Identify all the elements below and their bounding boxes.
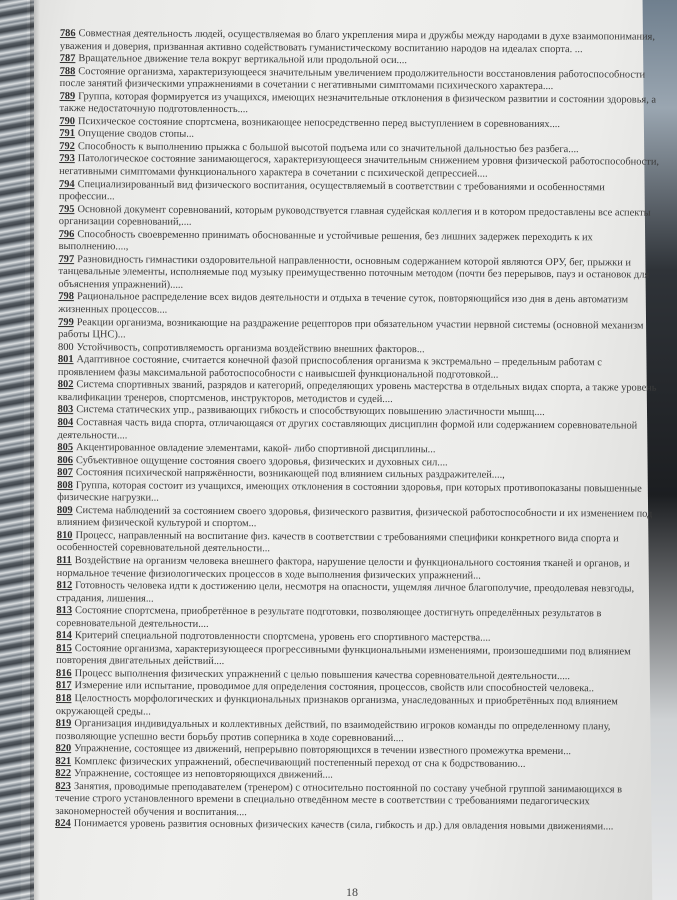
entry-text: Занятия, проводимые преподавателем (тренером) с относительно постоянной по составу учебной группой занимающихся в течение строго установленного времени в специально отведённом месте в соответствии с требованиями педагогических закономерностей обучения и воспитания.... <box>55 780 623 819</box>
entry-text: Система статических упр., развивающих гибкость и способствующих повышению эластичности мышц.... <box>76 404 545 419</box>
entry-text: Акцентированное овладение элементами, какой- либо спортивной дисциплины... <box>75 442 436 456</box>
entry-number: 800 <box>58 341 74 353</box>
entry-text: Состояние спортсмена, приобретённое в результате подготовки, позволяющее достигнуть определённых результатов в соревновательной деятельности.... <box>56 605 602 630</box>
definition-entry <box>59 229 659 258</box>
entry-number: 799 <box>58 316 74 328</box>
entry-text: Основной документ соревнований, которым руководствуется главная судейская коллегия и в котором предоставлены все аспекты организации соревнований,.... <box>58 203 651 229</box>
entry-number: 815 <box>56 642 72 654</box>
definition-entry <box>58 317 658 346</box>
entry-number: 816 <box>56 667 72 679</box>
entry-text: Устойчивость, сопротивляемость организма воздействию внешних факторов... <box>76 341 425 355</box>
entry-number: 806 <box>57 454 73 466</box>
entry-number: 793 <box>59 153 75 165</box>
definition-entry <box>57 530 657 559</box>
binding-shadow <box>30 0 40 900</box>
definition-entry <box>59 153 659 182</box>
entry-number: 796 <box>58 228 75 240</box>
entry-number: 791 <box>59 128 75 140</box>
entry-text: Рациональное распределение всех видов деятельности и отдыха в течение суток, повторяющийся изо дня в день автоматизм жизненных процессов.... <box>58 291 629 316</box>
definition-entry <box>57 505 657 534</box>
entry-number: 817 <box>55 680 72 692</box>
entry-text: Психическое состояние спортсмена, возникающее непосредственно перед выступлением в соревнованиях.... <box>77 115 561 130</box>
definition-entry <box>57 417 657 446</box>
definition-entry <box>58 354 658 383</box>
entry-text: Понимается уровень развития основных физических качеств (сила, гибкость и др.) для овладения новыми движениями.... <box>73 818 614 833</box>
definition-entry <box>56 718 656 747</box>
entry-number: 792 <box>59 140 75 153</box>
entry-number: 821 <box>55 755 72 767</box>
entry-number: 822 <box>55 768 72 780</box>
entry-number: 804 <box>57 416 74 429</box>
entry-text: Реакции организма, возникающие на раздражение рецепторов при обязательном участии нервной системы (основной механизм работы ЦНС)... <box>58 316 644 341</box>
entry-number: 795 <box>58 203 75 215</box>
entry-text: Субъективное ощущение состояния своего здоровья, физических и духовных сил.... <box>75 454 448 468</box>
definition-entry <box>57 480 657 509</box>
entry-text: Система спортивных званий, разрядов и категорий, определяющих уровень мастерства в отдельных видах спорта, а также уровень квалификации тренеров, спортсменов, инструкторов, методистов и судей.... <box>57 379 657 405</box>
definition-entry <box>59 91 659 120</box>
entry-text: Способность к выполнению прыжка с большой высотой подъема или со значительной дальностью без разбега.... <box>77 141 579 156</box>
entry-text: Состояние организма, характеризующееся значительным увеличением продолжительности восстановления работоспособности после занятий физическими упражнениями в сочетании с негативными симптомами психического характера.... <box>59 65 646 93</box>
entry-text: Состояние организма, характеризующееся прогрессивными функциональными изменениями, произошедшими под влиянием повторения двигательных действий.... <box>56 642 631 668</box>
entry-text: Специализированный вид физического воспитания, осуществляемый в соответствии с требованиями и особенностями профессии... <box>58 178 605 203</box>
entry-number: 788 <box>59 65 76 77</box>
entry-text: Измерение или испытание, проводимое для определения состояния, процессов, свойств или способностей человека.. <box>74 680 594 695</box>
entry-number: 820 <box>55 743 72 755</box>
entry-text: Процесс, направленный на воспитание физ. качеств в соответствии с требованиями специфики конкретного вида спорта и особенностей соревновательной деятельности... <box>56 529 619 555</box>
entry-text: Способность своевременно принимать обоснованные и устойчивые решения, без лишних задержек переходить к их выполнению...., <box>58 228 593 253</box>
definition-entry <box>56 605 656 634</box>
entry-text: Вращательное движение тела вокруг вертикальной или продольной оси.... <box>78 53 407 67</box>
definition-entry <box>57 555 657 584</box>
entry-number: 789 <box>59 90 76 102</box>
entry-text: Воздействие на организм человека внешнего фактора, нарушение целости и функционального состояния тканей и органов, и нормальное течение физиологических процессов в ходе выполнения физических упражнений... <box>56 555 630 582</box>
entry-text: Патологическое состояние занимающегося, характеризующееся значительным снижением уровня физической работоспособности, негативными симптомами функционального характера в сочетании с психической депрессией.... <box>59 153 660 180</box>
entry-number: 798 <box>58 291 74 303</box>
definition-entry <box>56 693 656 722</box>
entry-text: Совместная деятельность людей, осуществляемая во благо укрепления мира и дружбы между народами в духе взаимопонимания, уважения и доверия, призванная активно содействовать гуманистическому воспитанию народов на идеалах спорта. ... <box>59 28 655 55</box>
definition-entry <box>59 204 659 233</box>
entry-number: 801 <box>57 354 74 366</box>
definition-entry <box>60 66 660 95</box>
entry-number: 794 <box>59 178 75 190</box>
entry-number: 786 <box>59 28 76 40</box>
entry-number: 823 <box>55 780 71 792</box>
entry-number: 803 <box>57 404 74 416</box>
definition-entry <box>59 179 659 208</box>
entry-text: Адаптивное состояние, считается конечной фазой приспособления организма к экстремально – предельным работам с проявлением фазы максимальной работоспособности с наивысшей функциональной подготовкой... <box>57 354 602 381</box>
entry-text: Критерий специальной подготовленности спортсмена, уровень его спортивного мастерства.... <box>74 630 491 644</box>
definition-entry <box>60 28 660 57</box>
entry-number: 819 <box>55 718 72 730</box>
entry-number: 802 <box>57 379 74 391</box>
page-number: 18 <box>346 885 358 899</box>
entry-text: Упражнение, состоящее из движений, непрерывно повторяющихся в течении известного промежутка времени... <box>74 743 572 758</box>
entry-text: Готовность человека идти к достижению цели, несмотря на опасности, ущемляя личное благополучие, преодолевая невзгоды, страдания, лишения... <box>56 580 635 605</box>
entry-text: Группа, которая формируется из учащихся, имеющих незначительные отклонения в физическом развитии и состоянии здоровья, а также недостаточную подготовленность.... <box>59 90 657 116</box>
entry-text: Организация индивидуальных и коллективных действий, по взаимодействию игроков команды по определенному плану, позволяющие успешно вести борьбу против соперника в ходе соревнований.... <box>55 718 611 744</box>
entry-number: 787 <box>59 53 76 65</box>
spiral-binding <box>0 0 34 900</box>
definition-entry <box>58 379 658 408</box>
entry-text: Упражнение, состоящее из неповторяющихся движений.... <box>74 768 333 781</box>
entry-number: 814 <box>56 630 72 642</box>
entry-number: 812 <box>56 580 73 592</box>
definition-entry <box>56 580 656 609</box>
entry-text: Процесс выполнения физических упражнений с целью повышения качества соревновательной деятельности..... <box>74 667 571 683</box>
definition-entry <box>55 781 655 822</box>
entry-text: Целостность морфологических и функциональных признаков организма, унаследованных и приобретённых под влиянием окружающей среды... <box>55 693 618 718</box>
entry-number: 813 <box>56 605 73 617</box>
entry-text: Опущение сводов стопы... <box>77 128 195 141</box>
entry-number: 809 <box>57 504 73 516</box>
definition-entry <box>58 291 658 320</box>
entry-text: Группа, которая состоит из учащихся, имеющих отклонения в состоянии здоровья, при которых противопоказаны повышенные физические нагрузки... <box>57 479 642 504</box>
entry-number: 807 <box>57 467 73 479</box>
definition-entry <box>58 254 658 295</box>
entry-number: 790 <box>59 115 76 127</box>
entry-number: 818 <box>55 692 72 705</box>
entry-text: Составная часть вида спорта, отличающаяся от других составляющих дисциплин формой или содержанием соревновательной деятельности.... <box>57 417 638 441</box>
entry-text: Состояния психической напряжённости, возникающей под влиянием сильных раздражителей...., <box>75 467 505 481</box>
entry-number: 810 <box>56 529 73 541</box>
entry-number: 797 <box>58 253 75 265</box>
entries-list <box>55 28 660 835</box>
entry-number: 805 <box>57 442 74 454</box>
entry-number: 824 <box>55 818 71 830</box>
entry-text: Комплекс физических упражнений, обеспечивающий постепенный переход от сна к бодрствованию... <box>74 755 526 770</box>
definition-entry <box>56 643 656 672</box>
entry-text: Разновидность гимнастики оздоровительной направленности, основным содержанием которой являются ОРУ, бег, прыжки и танцевальные элементы, исполняемые под музыку преимущественно поточным методом (почти без перерывов, пауз и остановок для объяснения упражнений)..... <box>58 253 650 291</box>
entry-text: Система наблюдений за состоянием своего здоровья, физического развития, физической работоспособности и их изменением под влиянием физической культурой и спортом... <box>56 504 653 530</box>
entry-number: 811 <box>56 554 72 567</box>
entry-number: 808 <box>57 479 73 491</box>
